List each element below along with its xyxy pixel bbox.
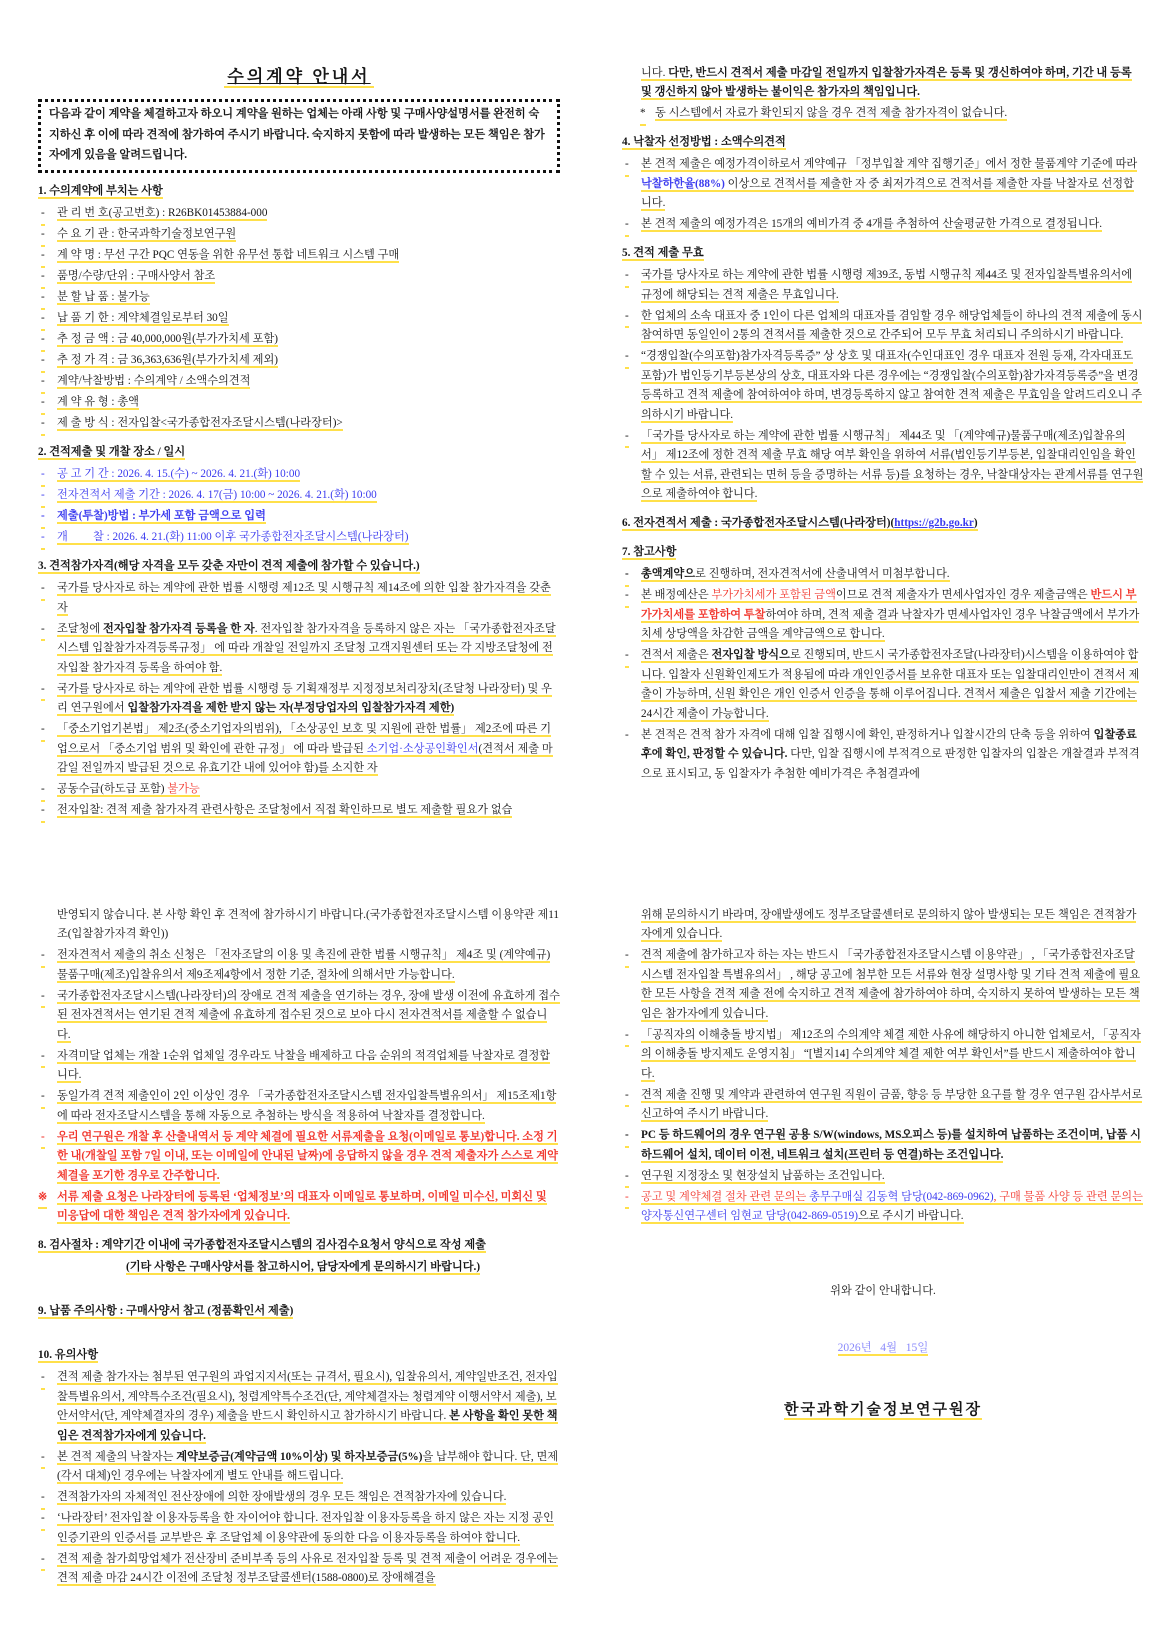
text-segment: 납 품 기 한 : 계약체결일로부터 30일 bbox=[57, 312, 229, 324]
text-segment: 으로 주시기 바랍니다. bbox=[857, 1210, 964, 1222]
text-segment: 동 시스템에서 자료가 확인되지 않을 경우 견적 제출 참가자격이 없습니다. bbox=[655, 107, 1008, 119]
list-item bbox=[38, 204, 560, 224]
section-1-heading bbox=[38, 182, 560, 202]
bullet-marker: - bbox=[41, 620, 45, 642]
list-item bbox=[622, 1126, 1144, 1165]
paragraph bbox=[622, 906, 1144, 945]
section-4-heading bbox=[622, 133, 1144, 153]
paragraph bbox=[38, 906, 560, 945]
text-segment: 낙찰하한율(88%) bbox=[641, 177, 725, 190]
text-segment: 견적 제출 참가희망업체가 전산장비 준비부족 등의 사유로 전자입찰 등록 및 견적 제출이 어려운 경우에는 견적 제출 마감 24시간 이전에 조달청 정부조달콜센터(1588-0800)로 장애해결을 bbox=[57, 1552, 559, 1584]
bullet-marker: * bbox=[640, 104, 646, 126]
bullet-marker: - bbox=[41, 720, 45, 742]
list-item bbox=[622, 427, 1144, 505]
section-3-heading bbox=[38, 557, 560, 577]
text-segment: 견적 제출에 참가하고자 하는 자는 반드시 「국가종합전자조달시스템 이용약관」 , 「국가종합전자조달시스템 전자입찰 특별유의서」 , 해당 공고에 첨부한 모든 서류와 현장 설명사항 및 기타 견적 제출에 필요한 모든 사항을 견적 제출 전에 숙지하고 견적 제출에 참가하여야 하며, 숙지하지 못하여 발생하는 모든 책임은 참가자에게 있습니다. bbox=[641, 949, 1141, 1020]
text-segment: 동일가격 견적 제출인이 2인 이상인 경우 「국가종합전자조달시스템 전자입찰특별유의서」 제15조제1항에 따라 전자조달시스템을 통해 자동으로 추첨하는 방식을 적용하여 낙찰자를 결정합니다. bbox=[57, 1090, 557, 1122]
text-segment: 자격미달 업체는 개찰 1순위 업체일 경우라도 낙찰을 배제하고 다음 순위의 적격업체를 낙찰자로 결정합니다. bbox=[57, 1049, 551, 1081]
text-segment: 견적 제출 참가자는 첨부된 연구원의 과업지지서(또는 규격서, 필요시), 입찰유의서, 계약일반조건, 전자입찰특별유의서, 계약특수조건(필요시), 청렴계약특수조건(단, 계약체결자는 청렴계약 이행서약서 제출), 보안서약서(단, 계약체결자의 경우) 제출을 반드시 확인하시고 참가하시기 바랍니다. bbox=[57, 1371, 558, 1422]
text-segment: 본 배정예산은 bbox=[641, 589, 712, 601]
list-item bbox=[38, 528, 560, 548]
list-item bbox=[622, 1026, 1144, 1085]
text-segment: 이므로 견적 제출자가 면세사업자인 경우 제출금액은 bbox=[835, 589, 1091, 601]
bullet-marker: - bbox=[625, 215, 629, 237]
bullet-marker: - bbox=[41, 987, 45, 1009]
bullet-marker: - bbox=[41, 246, 45, 268]
list-item bbox=[38, 1368, 560, 1446]
list-item bbox=[38, 1047, 560, 1086]
bullet-marker: - bbox=[41, 1047, 45, 1069]
text-segment: 서류 제출 요청은 나라장터에 등록된 ‘업체정보’의 대표자 이메일로 통보하며, 이메일 미수신, 미회신 및 미응답에 대한 책임은 견적 참가자에게 있습니다. bbox=[57, 1190, 547, 1222]
text-segment: 3. 견적참가자격 bbox=[38, 560, 115, 572]
notice-box bbox=[38, 99, 560, 173]
text-segment: 전자견적서 제출 기간 : 2026. 4. 17(금) 10:00 ~ 2026. 4. 21.(화) 10:00 bbox=[57, 489, 377, 501]
text-segment: 계 약 유 형 : 총액 bbox=[57, 396, 139, 408]
text-segment: “경쟁입찰(수의포함)참가자격등록증” 상 상호 및 대표자(수인대표인 경우 대표자 전원 등재, 각자대표도 포함)가 법인등기부등본상의 상호, 대표자와 다른 경우에는 “경쟁입찰(수의포함)참가자격등록증”을 변경등록하고 견적 제출에 참여하여야 하며, 변경등록하지 않고 참여한 견적 제출은 무효임을 알려드리오니 주의하시기 바랍니다. bbox=[641, 350, 1143, 421]
text-segment: 전자입찰 참가자격 등록을 한 자 bbox=[103, 622, 255, 635]
list-item bbox=[38, 620, 560, 679]
g2b-link[interactable]: https://g2b.go.kr bbox=[894, 517, 974, 529]
bullet-marker: - bbox=[625, 586, 629, 608]
list-item bbox=[38, 1550, 560, 1589]
bullet-marker: - bbox=[41, 780, 45, 802]
section-6-heading bbox=[622, 514, 1144, 534]
text-segment: 본 사항을 확인 못한 책임은 견적참가자에게 있습니다. bbox=[57, 1410, 558, 1442]
list-item bbox=[38, 987, 560, 1046]
section-8-heading bbox=[38, 1236, 560, 1256]
page-4 bbox=[584, 826, 1168, 1652]
text-segment: 연구원 지정장소 및 현장설치 납품하는 조건입니다. bbox=[641, 1169, 885, 1182]
text-segment: 9. 납품 주의사항 : 구매사양서 참고 (정품확인서 제출) bbox=[38, 1304, 294, 1317]
list-item bbox=[38, 309, 560, 329]
bullet-marker: - bbox=[41, 486, 45, 508]
bullet-marker: - bbox=[41, 288, 45, 310]
bullet-marker: - bbox=[41, 330, 45, 352]
list-item bbox=[622, 266, 1144, 305]
section-9-heading bbox=[38, 1302, 560, 1322]
bullet-marker: - bbox=[41, 1128, 45, 1150]
text-segment: 불가능 bbox=[167, 783, 200, 795]
text-segment: 공 고 기 간 : 2026. 4. 15.(수) ~ 2026. 4. 21.(화) 10:00 bbox=[57, 468, 301, 480]
text-segment: 추 정 금 액 : 금 40,000,000원(부가가치세 포함) bbox=[57, 333, 278, 345]
text-segment: 견적 제출 진행 및 계약과 관련하여 연구원 직원이 금품, 향응 등 부당한 요구를 할 경우 연구원 감사부서로 신고하여 주시기 바랍니다. bbox=[641, 1088, 1143, 1120]
text-segment: 품명/수량/단위 : 구매사양서 참조 bbox=[57, 270, 216, 282]
text-segment: 총액계약으 bbox=[641, 568, 696, 580]
text-segment: 하여야 하며, 견적 제출 결과 낙찰자가 면세사업자인 경우 낙찰금액에서 부가가치세 상당액을 차감한 금액을 계약금액으로 합니다. bbox=[641, 608, 1140, 640]
bullet-marker: - bbox=[625, 565, 629, 587]
text-segment: 공고 및 계약체결 절차 관련 문의는 bbox=[641, 1190, 810, 1203]
text-segment: 소기업·소상공인확인서 bbox=[366, 742, 479, 755]
text-segment: 「공직자의 이해충돌 방지법」 제12조의 수의계약 체결 제한 사유에 해당하지 아니한 업체로서, 「공직자의 이해충돌 방지제도 운영지침」 “[별지14] 수의계약 체결 제한 여부 확인서”를 반드시 제출하여야 합니다. bbox=[641, 1028, 1141, 1080]
bullet-marker: - bbox=[41, 1509, 45, 1531]
text-segment: 반영되지 않습니다. 본 사항 확인 후 견적에 참가하시기 바랍니다.(국가종합전자조달시스템 이용약관 제11조(입찰참가자격 확인)) bbox=[57, 908, 559, 940]
text-segment: 본 견적 제출의 낙찰자는 bbox=[57, 1450, 177, 1463]
indented-line bbox=[38, 1258, 560, 1278]
text-segment: PC 등 하드웨어의 경우 연구원 공용 S/W(windows, MS오피스 등)를 설치하여 납품하는 조건이며, 납품 시 하드웨어 설치, 데이터 이전, 네트워크 설치(프린터 등 연결)하는 조건입니다. bbox=[641, 1129, 1141, 1161]
list-item bbox=[38, 720, 560, 779]
bullet-marker: - bbox=[625, 1126, 629, 1148]
section-2-heading bbox=[38, 443, 560, 463]
list-item bbox=[622, 347, 1144, 425]
text-segment: 계약/낙찰방법 : 수의계약 / 소액수의견적 bbox=[57, 375, 251, 387]
list-item bbox=[38, 414, 560, 434]
list-item bbox=[38, 225, 560, 245]
bullet-marker: - bbox=[625, 155, 629, 177]
bullet-marker: - bbox=[41, 680, 45, 702]
text-segment: 2. 견적제출 및 개찰 장소 / 일시 bbox=[38, 446, 186, 458]
text-segment: 다음과 같이 계약을 체결하고자 하오니 계약을 원하는 업체는 아래 사항 및 구매사양설명서를 완전히 숙지하신 후 이에 따라 견적에 참가하여 주시기 바랍니다. 숙지하지 못함에 따라 발생하는 모든 책임은 참가자에게 있음을 알려드립니다. bbox=[49, 108, 545, 161]
spacer bbox=[38, 1279, 560, 1292]
list-item bbox=[38, 351, 560, 371]
list-item bbox=[38, 486, 560, 506]
text-segment: 개 찰 : 2026. 4. 21.(화) 11:00 이후 국가종합전자조달시스템(나라장터) bbox=[57, 531, 409, 543]
text-segment: 제출(투찰)방법 : 부가세 포함 금액으로 입력 bbox=[57, 510, 266, 522]
sub-note bbox=[622, 104, 1144, 124]
list-item bbox=[38, 1488, 560, 1508]
bullet-marker: - bbox=[625, 1188, 629, 1210]
list-item bbox=[38, 579, 560, 618]
bullet-marker: - bbox=[41, 1550, 45, 1572]
text-segment: 양자통신연구센터 임현교 담당(042-869-0519) bbox=[641, 1210, 858, 1222]
text-segment: 입찰참가자격을 제한 받지 않는 자(부정당업자의 입찰참가자격 제한) bbox=[127, 702, 455, 714]
text-segment: 입찰종료 후에 확인, 판정할 수 있습니다. bbox=[641, 728, 1137, 760]
bullet-marker: - bbox=[41, 801, 45, 823]
bullet-marker: - bbox=[41, 465, 45, 487]
bullet-marker: - bbox=[41, 225, 45, 247]
bullet-marker: - bbox=[41, 204, 45, 226]
text-segment: 수의계약 안내서 bbox=[224, 67, 373, 88]
text-segment: 전자입찰: 견적 제출 참가자격 관련사항은 조달청에서 직접 확인하므로 별도 제출할 필요가 없습 bbox=[57, 804, 513, 816]
bullet-marker: - bbox=[41, 414, 45, 436]
list-item bbox=[622, 726, 1144, 785]
list-item bbox=[38, 1448, 560, 1487]
page-2 bbox=[584, 0, 1168, 826]
text-segment: 본 견적은 견적 참가 자격에 대해 입찰 집행시에 확인, 판정하거나 입찰시간의 단축 등을 위하여 bbox=[641, 728, 1094, 741]
list-item bbox=[38, 1509, 560, 1548]
text-segment: 니다. bbox=[641, 66, 669, 79]
text-segment: 계 약 명 : 무선 구간 PQC 연동을 위한 유무선 통합 네트워크 시스템 구매 bbox=[57, 249, 400, 261]
text-segment: 견적서 제출은 bbox=[641, 649, 712, 661]
list-item bbox=[38, 393, 560, 413]
section-5-heading bbox=[622, 244, 1144, 264]
list-item bbox=[38, 680, 560, 719]
text-segment: 수 요 기 관 : 한국과학기술정보연구원 bbox=[57, 228, 237, 240]
list-item bbox=[38, 267, 560, 287]
bullet-marker: - bbox=[41, 579, 45, 601]
list-item bbox=[38, 465, 560, 485]
bullet-marker: - bbox=[41, 393, 45, 415]
text-segment: 우리 연구원은 개찰 후 산출내역서 등 계약 체결에 필요한 서류제출을 요청(이메일로 통보)합니다. 소정 기한 내(개찰일 포함 7일 이내, 또는 이메일에 안내된 날짜)에 응답하지 않을 경우 견적 제출자가 스스로 계약체결을 포기한 경우로 간주합니다. bbox=[57, 1130, 558, 1182]
list-item bbox=[622, 1188, 1144, 1227]
bullet-marker: - bbox=[625, 946, 629, 968]
text-segment: 2026년 4월 15일 bbox=[837, 1342, 929, 1354]
bullet-marker: - bbox=[41, 351, 45, 373]
list-item bbox=[622, 215, 1144, 235]
bullet-marker: - bbox=[41, 1488, 45, 1510]
bullet-marker: - bbox=[41, 507, 45, 529]
section-7-heading bbox=[622, 543, 1144, 563]
text-segment: 총무구매실 김동혁 담당(042-869-0962) bbox=[809, 1190, 994, 1203]
text-segment: 국가를 당사자로 하는 계약에 관한 법률 시행령 제39조, 동법 시행규칙 제44조 및 전자입찰특별유의서에 규정에 해당되는 견적 제출은 무효입니다. bbox=[641, 269, 1133, 301]
bullet-marker: - bbox=[625, 266, 629, 288]
doc-title bbox=[38, 62, 560, 87]
list-item bbox=[622, 946, 1144, 1024]
page-3 bbox=[0, 826, 584, 1652]
announce-date bbox=[622, 1339, 1144, 1359]
bullet-marker: - bbox=[625, 347, 629, 369]
text-segment: 전자입찰 방식으 bbox=[711, 649, 790, 661]
text-segment: 국가종합전자조달시스템(나라장터)의 장애로 견적 제출을 연기하는 경우, 장애 발생 이전에 유효하게 접수된 전자견적서는 연기된 견적 제출에 유효하게 접수된 것으로 보아 다시 전자견적서를 제출할 수 없습니다. bbox=[57, 989, 560, 1041]
list-item bbox=[622, 1167, 1144, 1187]
text-segment: 분 할 납 품 : 불가능 bbox=[57, 291, 150, 303]
list-item bbox=[38, 801, 560, 821]
list-item bbox=[38, 246, 560, 266]
bullet-marker: - bbox=[41, 1087, 45, 1109]
text-segment: 4. 낙찰자 선정방법 : 소액수의견적 bbox=[622, 136, 786, 148]
spacer bbox=[38, 1324, 560, 1337]
bullet-marker: - bbox=[625, 1167, 629, 1189]
text-segment: 반드시 부가가치세를 포함하여 투찰 bbox=[641, 589, 1137, 621]
text-segment: (해당 자격을 모두 갖춘 자만이 견적 제출에 참가할 수 있습니다.) bbox=[114, 560, 420, 572]
text-segment: 본 견적 제출의 예정가격은 15개의 예비가격 중 4개를 추첨하여 산술평균한 가격으로 결정됩니다. bbox=[641, 218, 1103, 230]
bullet-marker: - bbox=[41, 1448, 45, 1470]
list-item bbox=[38, 507, 560, 527]
text-segment: ) bbox=[973, 517, 978, 529]
text-segment: 7. 참고사항 bbox=[622, 546, 677, 558]
bullet-marker: - bbox=[625, 728, 629, 741]
text-segment: 위해 문의하시기 바라며, 장애발생에도 정부조달콜센터로 문의하지 않아 발생되는 모든 책임은 견적참가자에게 있습니다. bbox=[641, 908, 1137, 940]
list-item bbox=[38, 946, 560, 985]
text-segment: (견적서 제출 마감일 전일까지 발급된 것으로 유효기간 내에 있어야 함)를 소지한 자 bbox=[57, 742, 553, 774]
text-segment: 국가를 당사자로 하는 계약에 관한 법률 시행령 제12조 및 시행규칙 제14조에 의한 입찰 참가자격을 갖춘 자 bbox=[57, 582, 551, 614]
closing-line bbox=[622, 1282, 1144, 1302]
bullet-marker: - bbox=[625, 646, 629, 668]
list-item bbox=[38, 1087, 560, 1126]
text-segment: 계약보증금(계약금액 10%이상) 및 하자보증금(5%) bbox=[176, 1450, 423, 1463]
bullet-marker: - bbox=[41, 528, 45, 550]
text-segment: 관 리 번 호(공고번호) : R26BK01453884-000 bbox=[57, 207, 268, 219]
list-item bbox=[622, 307, 1144, 346]
text-segment: 한 업체의 소속 대표자 중 1인이 다른 업체의 대표자를 겸임할 경우 해당업체들이 하나의 견적 제출에 동시 참여하면 동일인이 2통의 견적서를 제출한 것으로 간주되어 모두 무효 처리되니 주의하시기 바랍니다. bbox=[641, 309, 1143, 341]
text-segment: 견적참가자의 자체적인 전산장애에 의한 장애발생의 경우 모든 책임은 견적참가자에 있습니다. bbox=[57, 1491, 507, 1503]
bullet-marker: - bbox=[41, 309, 45, 331]
text-segment: 다만, 반드시 견적서 제출 마감일 전일까지 입찰참가자격은 등록 및 갱신하여야 하며, 기간 내 등록 및 갱신하지 않아 발생하는 불이익은 참가자의 책임입니다. bbox=[641, 66, 1132, 98]
text-segment: 조달청에 bbox=[57, 622, 104, 635]
text-segment: 「국가를 당사자로 하는 계약에 관한 법률 시행규칙」 제44조 및 「(계약예규)물품구매(제조)입찰유의서」 제12조에 정한 견적 제출 무효 해당 여부 확인을 위하여 서류(법인등기부등본, 입찰대리인임을 확인할 수 있는 서류, 관련되는 면허 등을 증명하는 서류 등)를 요청하는 경우, 낙찰대상자는 관계서류를 연구원으로 제출하여야 합니다. bbox=[641, 429, 1144, 500]
section-10-heading bbox=[38, 1346, 560, 1366]
text-segment: 5. 견적 제출 무효 bbox=[622, 247, 704, 259]
text-segment: 구매 물품 사양 등 관련 문의는 bbox=[999, 1190, 1143, 1203]
text-segment: 전자견적서 제출의 취소 신청은 「전자조달의 이용 및 촉진에 관한 법률 시행규칙」 제4조 및 (계약예규) 물품구매(제조)입찰유의서 제9조제4항에서 정한 기준, 절차에 의해서만 가능합니다. bbox=[57, 949, 551, 981]
bullet-marker: - bbox=[625, 1026, 629, 1048]
bullet-marker: - bbox=[41, 267, 45, 289]
bullet-marker: - bbox=[625, 1086, 629, 1108]
bullet-marker: - bbox=[41, 1368, 45, 1390]
text-segment: . 전자입찰 참가자격을 등록하지 않은 자는 「국가종합전자조달시스템 입찰참가자격등록규정」 에 따라 개찰일 전일까지 조달청 고객지원센터 또는 각 지방조달청에 전자입찰 참가자격 등록을 하여야 함. bbox=[57, 622, 556, 674]
text-segment: 제 출 방 식 : 전자입찰<국가종합전자조달시스템(나라장터)> bbox=[57, 417, 343, 429]
text-segment: 1. 수의계약에 부치는 사항 bbox=[38, 185, 163, 197]
text-segment: (기타 사항은 구매사양서를 참고하시어, 담당자에게 문의하시기 바랍니다.) bbox=[126, 1261, 481, 1273]
text-segment: 로 진행되며, 반드시 국가종합전자조달(나라장터)시스템을 이용하여야 합니다. 입찰자 신원확인제도가 적용됨에 따라 개인인증서를 보유한 대표자 또는 입찰대리인만이 견적서 제출이 가능하며, 신원 확인은 개인 인증서 인증을 통해 이루어집니다. 견적서 제출은 입찰서 제출 기간에는 24시간 제출이 가능합니다. bbox=[641, 649, 1140, 720]
page-1 bbox=[0, 0, 584, 826]
note-item bbox=[38, 1188, 560, 1227]
list-item bbox=[622, 646, 1144, 724]
text-segment: 추 정 가 격 : 금 36,363,636원(부가가치세 제외) bbox=[57, 354, 278, 366]
list-item bbox=[38, 1128, 560, 1187]
bullet-marker: - bbox=[625, 427, 629, 449]
text-segment: , bbox=[993, 1190, 1000, 1203]
text-segment: 다만, 입찰 집행시에 부적격으로 판정한 입찰자의 입찰은 개찰결과 부적격으로 표시되고, 동 입찰자가 추첨한 예비가격은 추첨결과에 bbox=[641, 748, 1140, 780]
bullet-marker: - bbox=[41, 946, 45, 968]
text-segment: 로 진행하며, 전자견적서에 산출내역서 미첨부합니다. bbox=[695, 568, 950, 580]
text-segment: 한국과학기술정보연구원장 bbox=[784, 1401, 982, 1418]
text-segment: 위와 같이 안내합니다. bbox=[830, 1284, 936, 1297]
text-segment: 부가가치세가 포함된 금액 bbox=[711, 589, 836, 601]
bullet-marker: ※ bbox=[38, 1188, 47, 1210]
bullet-marker: - bbox=[41, 372, 45, 394]
text-segment: 「중소기업기본법」 제2조(중소기업자의범위), 「소상공인 보호 및 지원에 관한 법률」 제2조에 따른 기업으로서 「중소기업 범위 및 확인에 관한 규정」 에 따라 발급된 bbox=[57, 723, 552, 755]
list-item bbox=[38, 288, 560, 308]
list-item bbox=[38, 330, 560, 350]
list-item bbox=[38, 372, 560, 392]
list-item bbox=[38, 780, 560, 800]
text-segment: 본 견적 제출은 예정가격이하로서 계약예규 「정부입찰 계약 집행기준」에서 정한 물품계약 기준에 따라 bbox=[641, 158, 1138, 170]
text-segment: 공동수급(하도급 포함) bbox=[57, 783, 168, 795]
text-segment: 6. 전자견적서 제출 : 국가종합전자조달시스템(나라장터)( bbox=[622, 517, 895, 529]
text-segment: 10. 유의사항 bbox=[38, 1349, 99, 1361]
paragraph bbox=[622, 64, 1144, 103]
text-segment: 국가를 당사자로 하는 계약에 관한 법률 시행령 등 기획재정부 지정정보처리장치(조달청 나라장터) 및 우리 연구원에서 bbox=[57, 682, 552, 714]
issuer-signature bbox=[622, 1401, 1144, 1421]
list-item bbox=[622, 155, 1144, 214]
bullet-marker: - bbox=[625, 307, 629, 329]
text-segment: 이상으로 견적서를 제출한 자 중 최저가격으로 견적서를 제출한 자를 낙찰자로 선정합니다. bbox=[641, 177, 1134, 209]
text-segment: 을 납부해야 합니다. 단, 면제(각서 대체)인 경우에는 낙찰자에게 별도 안내를 해드립니다. bbox=[57, 1450, 559, 1482]
text-segment: ‘나라장터’ 전자입찰 이용자등록을 한 자이어야 합니다. 전자입찰 이용자등록을 하지 않은 자는 지정 공인인증기관의 인증서를 교부받은 후 조달업체 이용약관에 동의한 다음 이용자등록을 하여야 합니다. bbox=[57, 1512, 554, 1544]
list-item bbox=[622, 1086, 1144, 1125]
text-segment: 8. 검사절차 : 계약기간 이내에 국가종합전자조달시스템의 검사검수요청서 양식으로 작성 제출 bbox=[38, 1239, 486, 1251]
list-item bbox=[622, 586, 1144, 645]
list-item bbox=[622, 565, 1144, 585]
